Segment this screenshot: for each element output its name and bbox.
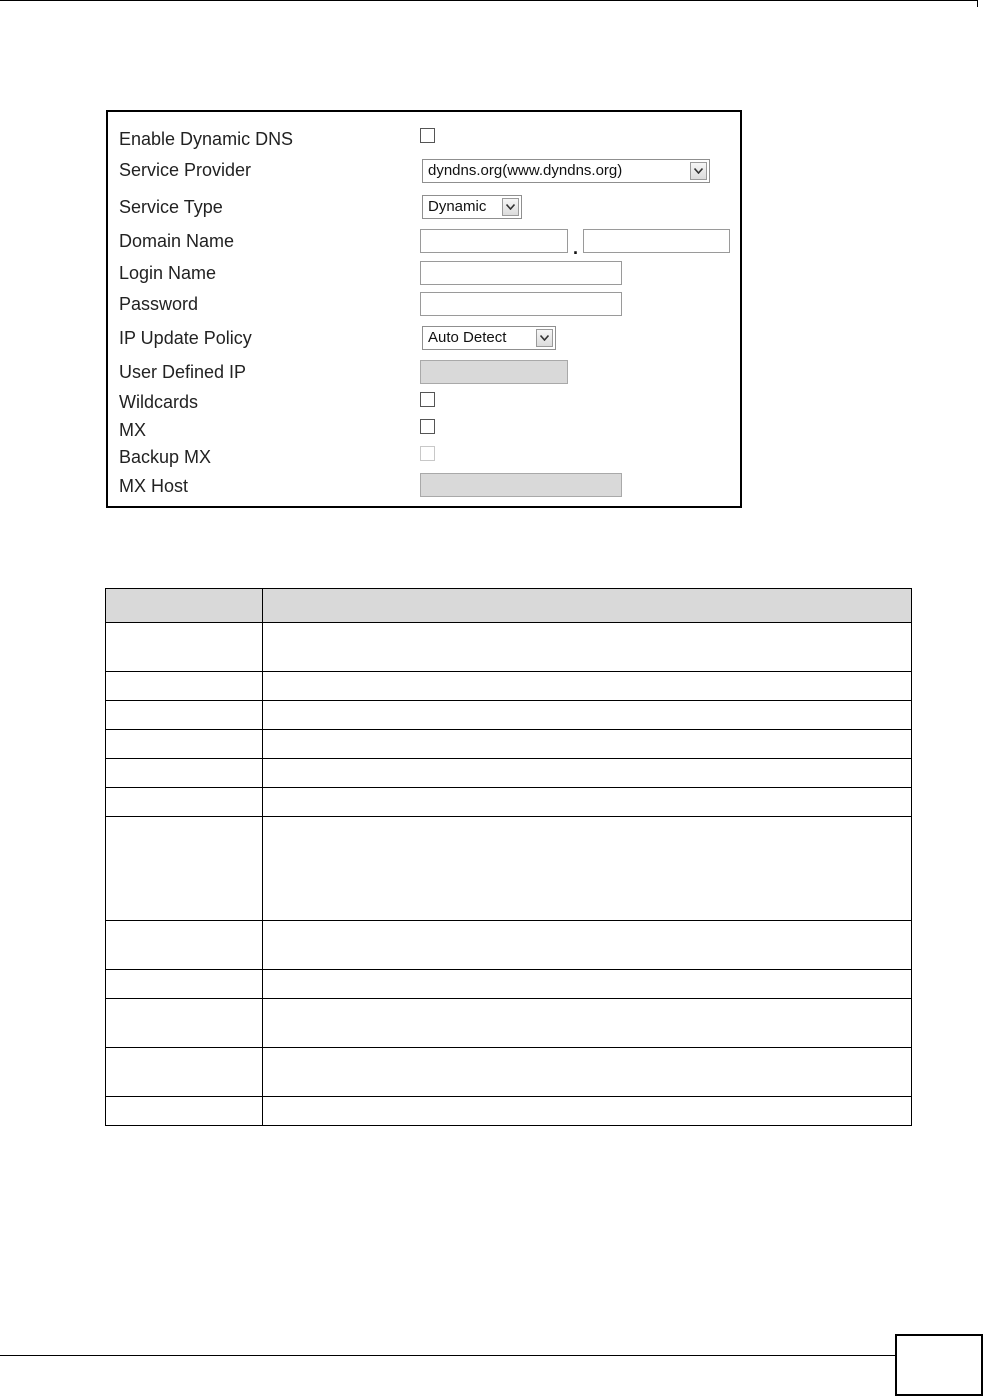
table-row bbox=[106, 970, 912, 999]
header-rule-tick bbox=[977, 0, 978, 7]
table-cell bbox=[106, 1097, 263, 1126]
login-name-label: Login Name bbox=[119, 263, 217, 283]
field-description-table bbox=[105, 588, 912, 1126]
backup-mx-label: Backup MX bbox=[119, 447, 212, 467]
table-cell bbox=[106, 759, 263, 788]
enable-dynamic-dns-checkbox[interactable] bbox=[420, 128, 435, 143]
table-header-row bbox=[106, 589, 912, 623]
table-row bbox=[106, 623, 912, 672]
footer-rule bbox=[0, 1355, 895, 1356]
table-cell bbox=[263, 1097, 912, 1126]
domain-name-domain-input[interactable] bbox=[583, 229, 730, 253]
table-cell bbox=[106, 817, 263, 921]
table-cell bbox=[263, 672, 912, 701]
password-input[interactable] bbox=[420, 292, 622, 316]
table-cell bbox=[106, 730, 263, 759]
service-provider-select[interactable] bbox=[422, 159, 710, 183]
table-cell bbox=[106, 623, 263, 672]
table-cell bbox=[263, 623, 912, 672]
chevron-down-icon[interactable] bbox=[690, 162, 707, 180]
table-row bbox=[106, 921, 912, 970]
mx-host-label: MX Host bbox=[119, 476, 189, 496]
table-row bbox=[106, 730, 912, 759]
chevron-down-icon[interactable] bbox=[536, 329, 553, 347]
table-cell bbox=[106, 701, 263, 730]
user-defined-ip-label: User Defined IP bbox=[119, 362, 247, 382]
wildcards-label: Wildcards bbox=[119, 392, 199, 412]
backup-mx-checkbox[interactable] bbox=[420, 446, 435, 461]
dynamic-dns-panel bbox=[106, 110, 742, 508]
table-cell bbox=[106, 921, 263, 970]
domain-name-label: Domain Name bbox=[119, 231, 235, 251]
password-label: Password bbox=[119, 294, 199, 314]
login-name-input[interactable] bbox=[420, 261, 622, 285]
table-cell bbox=[106, 970, 263, 999]
table-cell bbox=[263, 788, 912, 817]
domain-separator: . bbox=[573, 238, 579, 258]
table-cell bbox=[106, 999, 263, 1048]
service-provider-value: dyndns.org(www.dyndns.org) bbox=[428, 162, 623, 179]
enable-dynamic-dns-label: Enable Dynamic DNS bbox=[119, 129, 294, 149]
page-number-box bbox=[895, 1334, 983, 1396]
table-cell bbox=[106, 1048, 263, 1097]
mx-checkbox[interactable] bbox=[420, 419, 435, 434]
user-defined-ip-input[interactable] bbox=[420, 360, 568, 384]
ip-update-policy-label: IP Update Policy bbox=[119, 328, 252, 348]
table-cell bbox=[263, 970, 912, 999]
table-row bbox=[106, 788, 912, 817]
chevron-down-icon[interactable] bbox=[502, 198, 519, 216]
table-row bbox=[106, 1097, 912, 1126]
table-cell bbox=[263, 759, 912, 788]
table-row bbox=[106, 1048, 912, 1097]
table-row bbox=[106, 701, 912, 730]
service-type-value: Dynamic bbox=[428, 198, 487, 215]
ip-update-policy-select[interactable] bbox=[422, 326, 556, 350]
mx-label: MX bbox=[119, 420, 146, 440]
mx-host-input[interactable] bbox=[420, 473, 622, 497]
table-cell bbox=[263, 817, 912, 921]
table-row bbox=[106, 817, 912, 921]
header-rule bbox=[0, 0, 978, 1]
table-row bbox=[106, 759, 912, 788]
service-provider-label: Service Provider bbox=[119, 160, 252, 180]
table-row bbox=[106, 999, 912, 1048]
table-cell bbox=[106, 672, 263, 701]
table-cell bbox=[263, 999, 912, 1048]
service-type-select[interactable] bbox=[422, 195, 522, 219]
table-cell bbox=[263, 730, 912, 759]
table-cell bbox=[263, 701, 912, 730]
table-header-cell bbox=[263, 589, 912, 623]
table-header-cell bbox=[106, 589, 263, 623]
ip-update-policy-value: Auto Detect bbox=[428, 329, 507, 346]
domain-name-host-input[interactable] bbox=[420, 229, 568, 253]
service-type-label: Service Type bbox=[119, 197, 223, 217]
wildcards-checkbox[interactable] bbox=[420, 392, 435, 407]
table-cell bbox=[263, 1048, 912, 1097]
table-cell bbox=[263, 921, 912, 970]
table-row bbox=[106, 672, 912, 701]
table-cell bbox=[106, 788, 263, 817]
